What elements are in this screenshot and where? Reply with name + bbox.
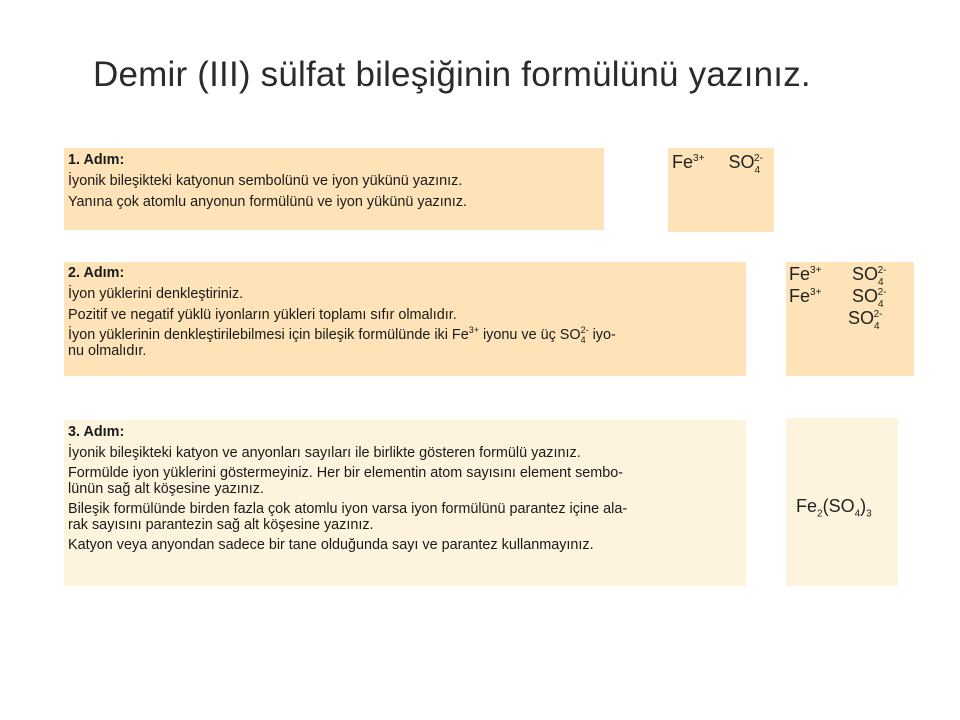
step2-formula-row: [848, 308, 883, 332]
anion-symbol: SO: [852, 286, 879, 306]
step1-heading: 1. Adım:: [68, 152, 125, 168]
step3-formula: [796, 496, 872, 520]
anion-charge: 2-: [873, 309, 883, 320]
subscript: 2: [817, 508, 823, 520]
formula-part: Fe: [796, 496, 818, 516]
step2-formula-panel: [786, 262, 914, 376]
cation-charge: 3+: [693, 153, 705, 164]
subscript: 4: [854, 508, 861, 520]
step2-line: nu olmalıdır.: [68, 343, 147, 359]
anion-charge: 2-: [877, 287, 887, 298]
cation-charge: 3+: [810, 287, 822, 298]
step2-heading: 2. Adım:: [68, 265, 125, 281]
anion-symbol: SO: [852, 264, 879, 284]
step3-line: Bileşik formülünde birden fazla çok atomlu iyon varsa iyon formülünü parantez içine ala-: [68, 501, 628, 517]
anion-symbol: SO: [728, 152, 755, 172]
cation-symbol: Fe: [672, 152, 694, 172]
step2-line: [68, 327, 746, 343]
step3-heading: 3. Adım:: [68, 424, 125, 440]
step1-formula: [672, 152, 763, 176]
formula-part: ): [860, 496, 867, 516]
anion-charge: 2-: [754, 153, 763, 164]
step3-formula-panel: [786, 418, 898, 586]
step3-line: rak sayısını parantezin sağ alt köşesine yazınız.: [68, 517, 374, 533]
step1-line: İyonik bileşikteki katyonun sembolünü ve iyon yükünü yazınız.: [68, 173, 463, 189]
charge: 3+: [468, 325, 479, 336]
step2-formula-row: [789, 286, 821, 307]
step3-line: lünün sağ alt köşesine yazınız.: [68, 481, 264, 497]
step3-instructions: [64, 420, 746, 586]
anion-subscript: 4: [878, 298, 884, 310]
charge: 2-: [580, 325, 589, 336]
step3-line: İyonik bileşikteki katyon ve anyonları sayıları ile birlikte gösteren formülü yazınız.: [68, 445, 581, 461]
step2-instructions: [64, 262, 746, 376]
anion-symbol: SO: [848, 308, 875, 328]
anion-subscript: 4: [878, 276, 884, 288]
cation-symbol: Fe: [789, 286, 811, 306]
formula-part: (SO: [822, 496, 855, 516]
subscript: 4: [580, 334, 586, 345]
anion-charge: 2-: [877, 265, 887, 276]
text-part: İyon yüklerinin denkleştirilebilmesi için bileşik formülünde iki Fe: [68, 327, 469, 343]
cation-charge: 3+: [810, 265, 822, 276]
text-part: iyo-: [588, 327, 616, 343]
step2-line: İyon yüklerini denkleştiriniz.: [68, 286, 244, 302]
step3-line: Formülde iyon yüklerini göstermeyiniz. Her bir elementin atom sayısını element sembo-: [68, 465, 624, 481]
step2-formula-row: [789, 264, 821, 285]
step1-line: Yanına çok atomlu anyonun formülünü ve iyon yükünü yazınız.: [68, 194, 467, 210]
step3-line: Katyon veya anyondan sadece bir tane olduğunda sayı ve parantez kullanmayınız.: [68, 537, 594, 553]
step2-formula-row: [852, 264, 887, 288]
anion-subscript: 4: [874, 320, 880, 332]
anion-subscript: 4: [754, 164, 761, 176]
text-part: iyonu ve üç SO: [478, 327, 581, 343]
subscript: 3: [866, 508, 872, 520]
step1-instructions: [64, 148, 604, 230]
step2-formula-row: [852, 286, 887, 310]
step2-line: Pozitif ve negatif yüklü iyonların yükleri toplamı sıfır olmalıdır.: [68, 307, 457, 323]
cation-symbol: Fe: [789, 264, 811, 284]
page-title: Demir (III) sülfat bileşiğinin formülünü yazınız.: [93, 55, 811, 94]
step1-formula-panel: [668, 148, 774, 232]
